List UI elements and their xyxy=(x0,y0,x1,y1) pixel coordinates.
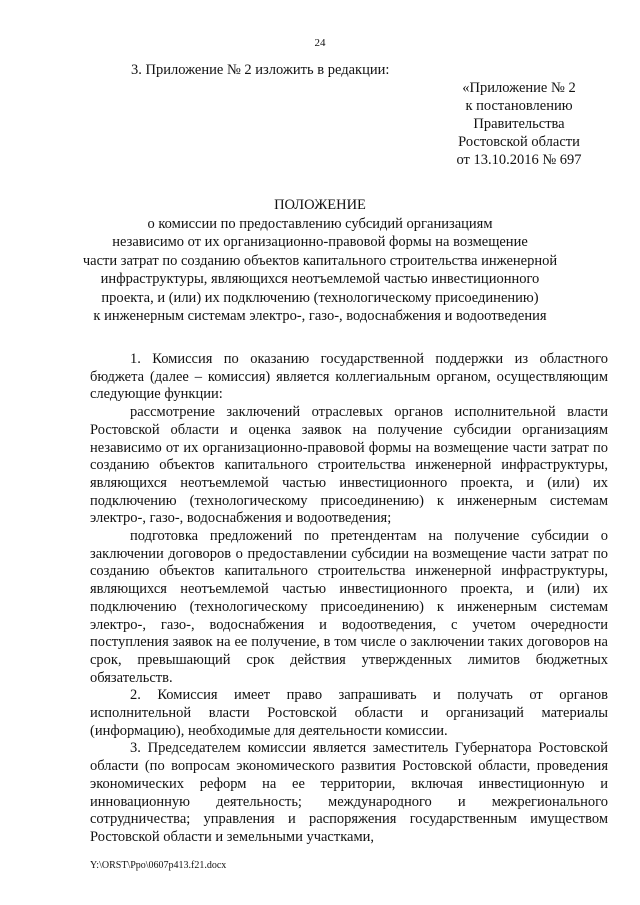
appendix-ref-line: «Приложение № 2 xyxy=(462,80,576,96)
paragraph-1: 1. Комиссия по оказанию государственной поддержки из областного бюджета (далее – комиссия) является коллегиальным органом, осуществляющим следующие функции: xyxy=(90,351,608,403)
heading-line: проекта, и (или) их подключению (технологическому присоединению) xyxy=(101,289,539,306)
amendment-intro: 3. Приложение № 2 изложить в редакции: xyxy=(131,62,390,78)
appendix-ref-line: Ростовской области xyxy=(458,134,580,150)
heading-title: ПОЛОЖЕНИЕ xyxy=(274,197,366,213)
heading-line: части затрат по созданию объектов капитального строительства инженерной xyxy=(82,252,558,269)
appendix-ref-line: Правительства xyxy=(473,116,565,132)
heading-line: независимо от их организационно-правовой формы на возмещение xyxy=(112,234,528,250)
heading-line: инфраструктуры, являющихся неотъемлемой частью инвестиционного xyxy=(100,271,540,287)
document-heading xyxy=(80,196,560,326)
paragraph-3: 3. Председателем комиссии является заместитель Губернатора Ростовской области (по вопросам экономического развития Ростовской области, проведения экономических реформ на ее территории, включая инвестиционную и инновационную деятельность; международного и межрегионального сотрудничества; управления и распоряжения государственным имуществом Ростовской области и земельными участками, xyxy=(90,740,608,845)
appendix-reference xyxy=(424,79,640,169)
paragraph-2: 2. Комиссия имеет право запрашивать и получать от органов исполнительной власти Ростовской области и организаций материалы (информацию), необходимые для деятельности комиссии. xyxy=(90,687,608,739)
appendix-ref-line: к постановлению xyxy=(465,98,573,114)
paragraph-functions-proposals: подготовка предложений по претендентам на получение субсидии о заключении договоров о предоставлении субсидии на возмещение части затрат по созданию объектов капитального строительства инженерной инфраструктуры, являющихся неотъемлемой частью инвестиционного проекта, и (или) их подключению (технологическому присоединению) к инженерным системам электро-, газо-, водоснабжения и водоотведения, с учетом очередности поступления заявок на ее получение, в том числе о заключении таких договоров на срок, превышающий срок действия утвержденных лимитов бюджетных обязательств. xyxy=(90,528,608,686)
document-body xyxy=(90,351,608,847)
page-number: 24 xyxy=(314,37,326,49)
appendix-ref-line: от 13.10.2016 № 697 xyxy=(456,152,582,168)
heading-line: к инженерным системам электро-, газо-, водоснабжения и водоотведения xyxy=(93,308,547,324)
footer-file-path: Y:\ORST\Ppo\0607p413.f21.docx xyxy=(90,860,227,871)
heading-line: о комиссии по предоставлению субсидий организациям xyxy=(147,215,493,232)
paragraph-functions-review: рассмотрение заключений отраслевых органов исполнительной власти Ростовской области и оценка заявок на получение субсидии организациям независимо от их организационно-правовой формы на возмещение части затрат по созданию объектов капитального строительства инженерной инфраструктуры, являющихся неотъемлемой частью инвестиционного проекта, и (или) их подключению (технологическому присоединению) к инженерным системам электро-, газо-, водоснабжения и водоотведения; xyxy=(90,404,608,527)
